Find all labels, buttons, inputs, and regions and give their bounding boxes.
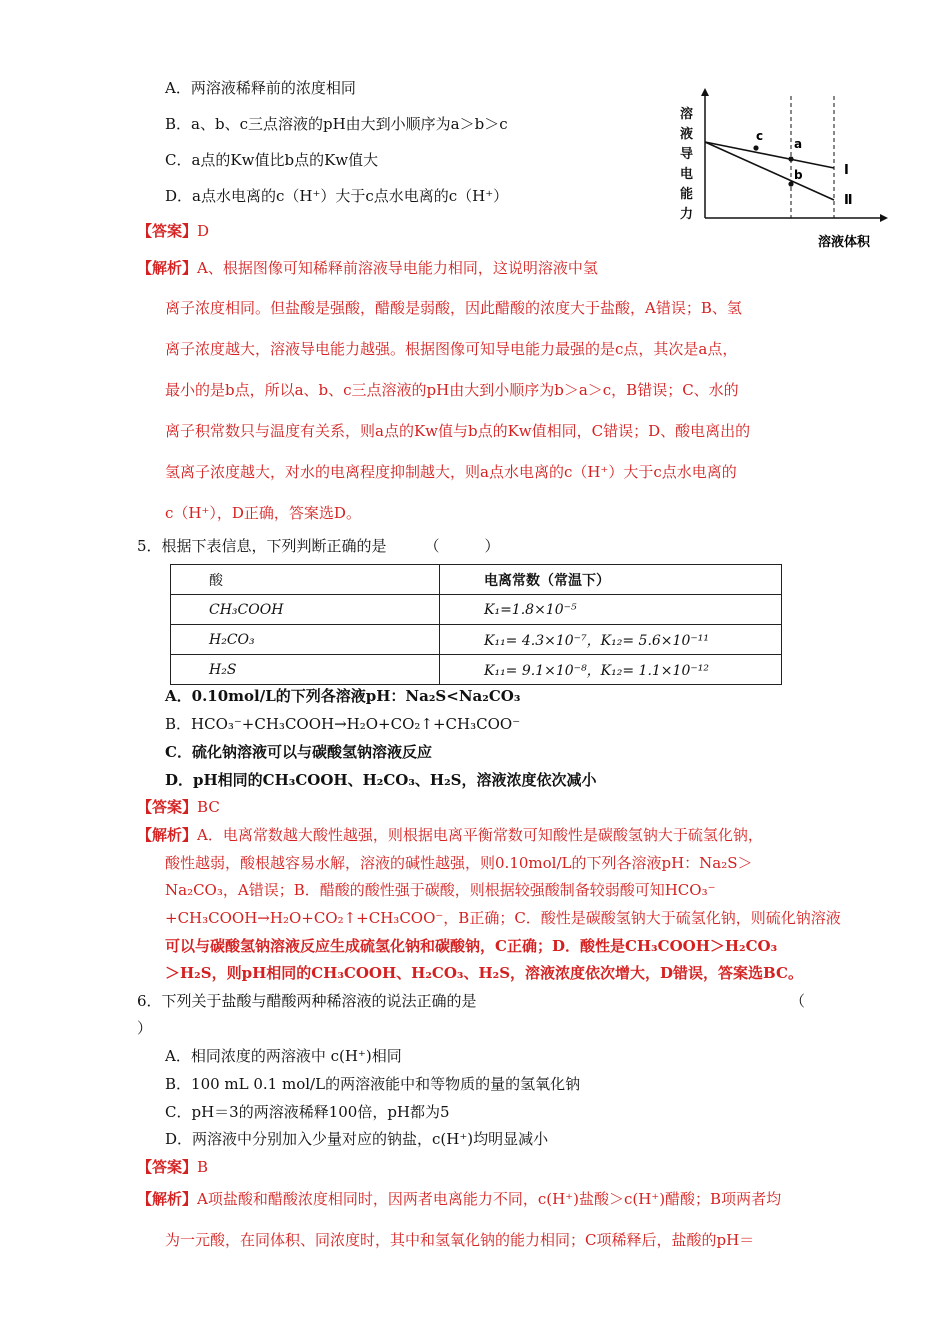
point-a	[788, 156, 793, 161]
figure-xlabel: 溶液体积	[818, 235, 871, 250]
point-c	[753, 145, 758, 150]
analysis-line: 离子浓度相同。但盐酸是强酸，醋酸是弱酸，因此醋酸的浓度大于盐酸，A错误；B、氢	[165, 299, 742, 317]
table-cell-constant: K₁₁= 9.1×10⁻⁸，K₁₂= 1.1×10⁻¹²	[440, 655, 782, 685]
q4-option-d: D．a点水电离的c（H⁺）大于c点水电离的c（H⁺）	[165, 187, 509, 205]
point-c-label: c	[756, 129, 764, 143]
analysis-line: 氢离子浓度越大，对水的电离程度抑制越大，则a点水电离的c（H⁺）大于c点水电离的	[165, 463, 737, 481]
answer-value: D	[197, 222, 210, 240]
q6-option-b: B．100 mL 0.1 mol/L的两溶液能中和等物质的量的氢氧化钠	[165, 1075, 581, 1093]
table-cell-acid: CH₃COOH	[171, 595, 440, 625]
ionization-constant-table	[170, 564, 782, 685]
analysis-line: ＞H₂S，则pH相同的CH₃COOH、H₂CO₃、H₂S，溶液浓度依次增大，D错误，答案选BC。	[165, 964, 803, 982]
q5-stem	[137, 536, 500, 556]
answer-paren-open: （	[790, 992, 806, 1010]
q5-option-a: A．0.10mol/L的下列各溶液pH：Na₂S<Na₂CO₃	[165, 687, 521, 705]
analysis-line: 离子积常数只与温度有关系，则a点的Kw值与b点的Kw值相同，C错误；D、酸电离出的	[165, 422, 751, 440]
q5-option-c: C．硫化钠溶液可以与碳酸氢钠溶液反应	[165, 743, 432, 761]
analysis-line: 最小的是b点，所以a、b、c三点溶液的pH由大到小顺序为b＞a＞c，B错误；C、水的	[165, 381, 739, 399]
table-header-acid: 酸	[171, 565, 440, 595]
q4-option-c: C．a点的Kw值比b点的Kw值大	[165, 151, 379, 169]
x-axis-arrow	[880, 214, 888, 222]
table-header-row	[171, 565, 782, 595]
q6-option-c: C．pH＝3的两溶液稀释100倍，pH都为5	[165, 1103, 450, 1121]
table-row	[171, 595, 782, 625]
analysis-line: +CH₃COOH→H₂O+CO₂↑+CH₃COO⁻，B正确；C．酸性是碳酸氢钠大于硫氢化钠，则硫化钠溶液	[165, 909, 841, 927]
q5-analysis-first	[137, 825, 763, 845]
ylabel-char: 导	[680, 147, 694, 162]
analysis-tag: 【解析】	[137, 1190, 198, 1208]
answer-value: BC	[197, 798, 220, 816]
answer-paren-close: ）	[137, 1019, 153, 1037]
ylabel-char: 溶	[680, 107, 694, 122]
curve-i-label: Ⅰ	[844, 163, 849, 178]
q5-option-b: B．HCO₃⁻+CH₃COOH→H₂O+CO₂↑+CH₃COO⁻	[165, 715, 521, 733]
q4-analysis-first	[137, 258, 598, 278]
ylabel-char: 液	[680, 127, 694, 142]
analysis-line: 离子浓度越大，溶液导电能力越强。根据图像可知导电能力最强的是c点，其次是a点，	[165, 340, 738, 358]
ylabel-char: 能	[680, 187, 694, 202]
answer-tag: 【答案】	[137, 222, 198, 240]
analysis-line: c（H⁺），D正确，答案选D。	[165, 504, 361, 522]
conductivity-figure	[672, 86, 902, 256]
q6-answer	[137, 1157, 208, 1177]
point-a-label: a	[794, 137, 803, 151]
q4-answer	[137, 221, 209, 241]
analysis-tag: 【解析】	[137, 826, 198, 844]
q4-option-a: A．两溶液稀释前的浓度相同	[165, 79, 356, 97]
q6-option-d: D．两溶液中分别加入少量对应的钠盐，c(H⁺)均明显减小	[165, 1130, 549, 1148]
answer-tag: 【答案】	[137, 1158, 198, 1176]
q6-option-a: A．相同浓度的两溶液中 c(H⁺)相同	[165, 1047, 402, 1065]
y-axis-arrow	[701, 88, 709, 96]
answer-tag: 【答案】	[137, 798, 198, 816]
table-cell-acid: H₂S	[171, 655, 440, 685]
curve-ii-label: Ⅱ	[844, 193, 853, 208]
table-row	[171, 625, 782, 655]
analysis-tag: 【解析】	[137, 259, 198, 277]
ylabel-char: 电	[680, 167, 694, 182]
analysis-line: A、根据图像可知稀释前溶液导电能力相同，这说明溶液中氢	[197, 259, 598, 277]
analysis-line: 酸性越弱，酸根越容易水解，溶液的碱性越强，则0.10mol/L的下列各溶液pH：Na₂S＞	[165, 854, 753, 872]
table-cell-constant: K₁₁= 4.3×10⁻⁷，K₁₂= 5.6×10⁻¹¹	[440, 625, 782, 655]
figure-ylabel	[680, 106, 693, 222]
analysis-line: 可以与碳酸氢钠溶液反应生成硫氢化钠和碳酸钠，C正确；D．酸性是CH₃COOH＞H₂CO₃	[165, 937, 778, 955]
table-header-constant: 电离常数（常温下）	[440, 565, 782, 595]
analysis-line: A项盐酸和醋酸浓度相同时，因两者电离能力不同，c(H⁺)盐酸＞c(H⁺)醋酸；B项两者均	[197, 1190, 782, 1208]
q5-option-d: D．pH相同的CH₃COOH、H₂CO₃、H₂S，溶液浓度依次减小	[165, 771, 597, 789]
point-b-label: b	[794, 168, 803, 182]
analysis-line: Na₂CO₃，A错误；B．醋酸的酸性强于碳酸，则根据较强酸制备较弱酸可知HCO₃⁻	[165, 881, 716, 899]
table-row	[171, 655, 782, 685]
curve-i	[705, 142, 834, 168]
table-cell-constant: K₁=1.8×10⁻⁵	[440, 595, 782, 625]
point-b	[788, 181, 793, 186]
answer-paren: （ ）	[424, 537, 500, 555]
question-stem: 5．根据下表信息，下列判断正确的是	[137, 537, 387, 555]
q4-option-b: B．a、b、c三点溶液的pH由大到小顺序为a＞b＞c	[165, 115, 508, 133]
answer-value: B	[197, 1158, 209, 1176]
analysis-line: A．电离常数越大酸性越强，则根据电离平衡常数可知酸性是碳酸氢钠大于硫氢化钠，	[197, 826, 763, 844]
q6-analysis-first	[137, 1189, 781, 1209]
q5-answer	[137, 797, 220, 817]
analysis-line: 为一元酸，在同体积、同浓度时，其中和氢氧化钠的能力相同；C项稀释后，盐酸的pH＝	[165, 1231, 755, 1249]
table-cell-acid: H₂CO₃	[171, 625, 440, 655]
q6-stem: 6．下列关于盐酸与醋酸两种稀溶液的说法正确的是	[137, 992, 477, 1010]
curve-ii	[705, 142, 834, 200]
ylabel-char: 力	[680, 207, 694, 222]
